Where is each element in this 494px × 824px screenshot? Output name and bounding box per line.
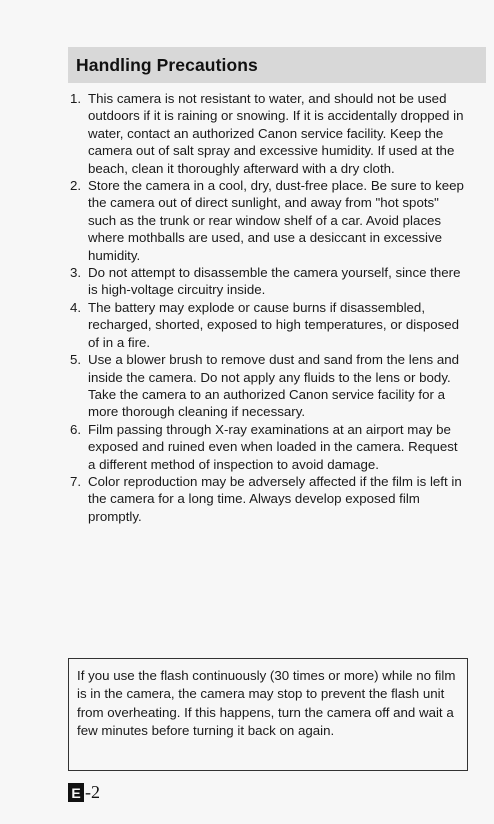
precaution-text: The battery may explode or cause burns if disassembled, recharged, shorted, exposed to high temperatures, or disposed of in a fire. <box>88 299 460 350</box>
precaution-number: 5. <box>70 352 82 368</box>
precaution-text: Do not attempt to disassemble the camera yourself, since there is high-voltage circuitry inside. <box>88 265 461 298</box>
precaution-number: 7. <box>70 473 82 489</box>
precaution-item <box>70 299 468 351</box>
precaution-number: 1. <box>70 91 82 106</box>
precaution-number: 3. <box>70 265 82 281</box>
page-number <box>68 782 100 803</box>
precaution-number: 2. <box>70 178 82 194</box>
precaution-text: Film passing through X-ray examinations at an airport may be exposed and ruined even when loaded in the camera. Request a different method of inspection to avoid damage. <box>88 421 458 472</box>
precautions-list <box>70 90 468 525</box>
precaution-text: Color reproduction may be adversely affected if the film is left in the camera for a long time. Always develop exposed film promptly. <box>88 473 462 524</box>
precaution-item <box>70 264 468 299</box>
precaution-number: 6. <box>70 421 82 437</box>
precaution-number: 4. <box>70 299 82 315</box>
precaution-item <box>70 473 468 525</box>
precaution-text: Use a blower brush to remove dust and sand from the lens and inside the camera. Do not apply any fluids to the lens or body. Take the camera to an authorized Canon service facility for a more thorough cleaning if necessary. <box>88 352 460 420</box>
flash-note-box <box>68 658 468 771</box>
precaution-item <box>70 351 468 421</box>
page-number-value: -2 <box>85 782 100 802</box>
section-header-bar <box>68 47 486 83</box>
precaution-item <box>70 177 468 264</box>
section-letter-badge: E <box>68 783 84 802</box>
precaution-text: Store the camera in a cool, dry, dust-free place. Be sure to keep the camera out of direct sunlight, and away from "hot spots" such as the trunk or rear window shelf of a car. Avoid places where mothballs are used, and use a desiccant in excessive humidity. <box>88 178 464 263</box>
section-title: Handling Precautions <box>76 54 258 75</box>
precaution-text: This camera is not resistant to water, and should not be used outdoors if it is raining or snowing. If it is accidentally dropped in water, contact an authorized Canon service facility. Keep the camera out of salt spray and excessive humidity. If used at the beach, clean it thoroughly afterward with a dry cloth. <box>88 91 464 176</box>
flash-note-text: If you use the flash continuously (30 times or more) while no film is in the camera, the camera may stop to prevent the flash unit from overheating. If this happens, turn the camera off and wait a few minutes before turning it back on again. <box>77 668 456 739</box>
precaution-item <box>70 421 468 473</box>
precaution-item <box>70 90 468 177</box>
